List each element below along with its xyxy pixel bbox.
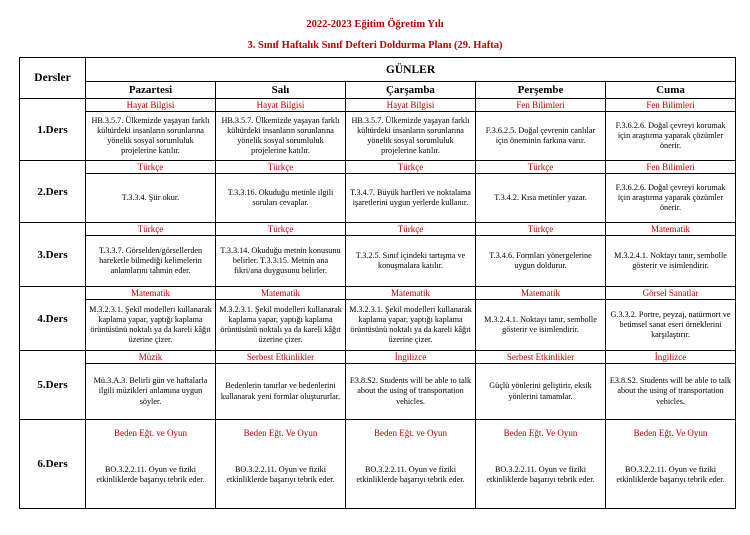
learning-outcome: M.3.2.4.1. Noktayı tanır, sembolle gösterir ve isimlendirir.	[614, 250, 727, 270]
lesson-label: 5.Ders	[20, 351, 86, 420]
learning-outcome: F.3.6.2.6. Doğal çevreyi korumak için araştırma yaparak çözümler önerir.	[615, 120, 726, 151]
lesson-cell	[86, 99, 216, 161]
learning-outcome: HB.3.5.7. Ülkemizde yaşayan farklı kültürdeki insanların sorunlarına yönelik sosyal sorumluluk projelerine katılır.	[221, 115, 340, 156]
lesson-label: 3.Ders	[20, 223, 86, 287]
learning-outcome: Mü.3.A.3. Belirli gün ve haftalarla ilgili müzikleri anlamına uygun söyler.	[93, 376, 208, 406]
lesson-cell	[476, 99, 606, 161]
learning-outcome: T.3.3.14. Okuduğu metnin konusunu belirler. T.3.3.15. Metnin ana fikri/ana duygusunu belirler.	[220, 245, 341, 276]
lesson-label: 6.Ders	[20, 420, 86, 509]
lesson-cell	[346, 223, 476, 287]
subject-name: Serbest Etkinlikler	[216, 351, 345, 364]
learning-outcome: Güçlü yönlerini geliştirir, eksik yönlerini tamamlar.	[489, 381, 592, 401]
lesson-cell	[216, 420, 346, 509]
subject-name: Matematik	[476, 287, 605, 300]
lesson-row	[20, 223, 736, 287]
weekly-plan-table	[19, 57, 736, 509]
subject-name: Türkçe	[346, 223, 475, 236]
lesson-row	[20, 287, 736, 351]
learning-outcome: HB.3.5.7. Ülkemizde yaşayan farklı kültürdeki insanların sorunlarına yönelik sosyal sorumluluk projelerine katılır.	[91, 115, 210, 156]
lesson-cell	[216, 223, 346, 287]
lesson-label: 4.Ders	[20, 287, 86, 351]
subject-name: Türkçe	[346, 161, 475, 174]
learning-outcome: HB.3.5.7. Ülkemizde yaşayan farklı kültürdeki insanların sorunlarına yönelik sosyal sorumluluk projelerine katılır.	[351, 115, 470, 156]
subject-name: Beden Eğt. ve Oyun	[114, 428, 187, 438]
subject-name: Türkçe	[476, 161, 605, 174]
lesson-cell	[346, 287, 476, 351]
lesson-row	[20, 161, 736, 223]
subject-name: Serbest Etkinlikler	[476, 351, 605, 364]
subject-name: Fen Bilimleri	[476, 99, 605, 112]
subject-name: Matematik	[216, 287, 345, 300]
subject-name: Fen Bilimleri	[606, 99, 735, 112]
document-subtitle: 3. Sınıf Haftalık Sınıf Defteri Doldurma Planı (29. Hafta)	[247, 40, 503, 51]
learning-outcome: M.3.2.3.1. Şekil modelleri kullanarak kaplama yapar, yaptığı kaplama örüntüsünü noktalı ya da kareli kâğıt üzerine çizer.	[219, 304, 342, 345]
lesson-row	[20, 351, 736, 420]
subject-name: Türkçe	[86, 161, 215, 174]
subject-name: Matematik	[86, 287, 215, 300]
learning-outcome: T.3.4.2. Kısa metinler yazar.	[494, 192, 587, 202]
learning-outcome: Bedenlerin tanırlar ve bedenlerini kullanarak yeni formlar oluştururlar.	[220, 381, 341, 401]
learning-outcome: T.3.2.5. Sınıf içindeki tartışma ve konuşmalara katılır.	[355, 250, 466, 270]
learning-outcome: T.3.3.16. Okuduğu metinle ilgili soruları cevaplar.	[227, 187, 334, 207]
lesson-cell	[606, 420, 736, 509]
lesson-cell	[606, 351, 736, 420]
subject-name: Fen Bilimleri	[606, 161, 735, 174]
subject-name: Türkçe	[476, 223, 605, 236]
document-title: 2022-2023 Eğitim Öğretim Yılı	[306, 19, 444, 30]
day-header: Çarşamba	[346, 82, 476, 99]
subject-name: Türkçe	[216, 223, 345, 236]
subject-name: Matematik	[606, 223, 735, 236]
day-header: Salı	[216, 82, 346, 99]
lesson-cell	[216, 287, 346, 351]
learning-outcome: T.3.3.7. Görselden/görsellerden hareketle bilmediği kelimelerin anlamlarını tahmin eder.	[98, 245, 203, 276]
subject-name: Hayat Bilgisi	[346, 99, 475, 112]
learning-outcome: BO.3.2.2.11. Oyun ve fiziki etkinliklerde başarıyı tebrik eder.	[356, 464, 465, 484]
lesson-cell	[216, 161, 346, 223]
lesson-cell	[476, 351, 606, 420]
lesson-label: 2.Ders	[20, 161, 86, 223]
learning-outcome: BO.3.2.2.11. Oyun ve fiziki etkinliklerde başarıyı tebrik eder.	[226, 464, 335, 484]
header-dersler: Dersler	[20, 58, 86, 99]
lesson-cell	[346, 420, 476, 509]
subject-name: Hayat Bilgisi	[86, 99, 215, 112]
subject-name: İngilizce	[606, 351, 735, 364]
learning-outcome: E3.8.S2. Students will be able to talk about the using of transportation vehicles.	[349, 376, 472, 406]
lesson-cell	[606, 99, 736, 161]
subject-name: Türkçe	[86, 223, 215, 236]
lesson-row	[20, 420, 736, 509]
subject-name: Türkçe	[216, 161, 345, 174]
lesson-cell	[476, 223, 606, 287]
learning-outcome: BO.3.2.2.11. Oyun ve fiziki etkinliklerde başarıyı tebrik eder.	[486, 464, 595, 484]
learning-outcome: G.3.3.2. Portre, peyzaj, natürmort ve betimsel sanat eseri örneklerini karşılaştırır.	[610, 309, 731, 340]
lesson-cell	[86, 420, 216, 509]
lesson-cell	[86, 351, 216, 420]
lesson-cell	[346, 99, 476, 161]
learning-outcome: T.3.4.7. Büyük harfleri ve noktalama işaretlerini uygun yerlerde kullanır.	[350, 187, 471, 207]
day-header: Perşembe	[476, 82, 606, 99]
subject-name: Beden Eğt. Ve Oyun	[243, 428, 318, 438]
lesson-cell	[606, 223, 736, 287]
learning-outcome: M.3.2.4.1. Noktayı tanır, sembolle gösterir ve isimlendirir.	[484, 314, 597, 334]
day-header: Cuma	[606, 82, 736, 99]
subject-name: Beden Eğt. Ve Oyun	[503, 428, 578, 438]
lesson-cell	[216, 99, 346, 161]
lesson-cell	[346, 161, 476, 223]
day-header: Pazartesi	[86, 82, 216, 99]
lesson-cell	[476, 161, 606, 223]
subject-name: İngilizce	[346, 351, 475, 364]
subject-name: Görsel Sanatlar	[606, 287, 735, 300]
subject-name: Müzik	[86, 351, 215, 364]
subject-name: Beden Eğt. Ve Oyun	[633, 428, 708, 438]
learning-outcome: E3.8.S2. Students will be able to talk about the using of transportation vehicles.	[609, 376, 732, 406]
lesson-cell	[86, 161, 216, 223]
learning-outcome: F.3.6.2.6. Doğal çevreyi korumak için araştırma yaparak çözümler önerir.	[615, 182, 726, 213]
lesson-label: 1.Ders	[20, 99, 86, 161]
learning-outcome: BO.3.2.2.11. Oyun ve fiziki etkinliklerde başarıyı tebrik eder.	[616, 464, 725, 484]
lesson-cell	[606, 161, 736, 223]
learning-outcome: T.3.4.6. Formları yönergelerine uygun doldurur.	[489, 250, 592, 270]
learning-outcome: M.3.2.3.1. Şekil modelleri kullanarak kaplama yapar, yaptığı kaplama örüntüsünü noktalı ya da kareli kâğıt üzerine çizer.	[89, 304, 212, 345]
lesson-cell	[216, 351, 346, 420]
lesson-cell	[476, 420, 606, 509]
lesson-row	[20, 99, 736, 161]
lesson-cell	[346, 351, 476, 420]
subject-name: Matematik	[346, 287, 475, 300]
lesson-cell	[86, 223, 216, 287]
subject-name: Beden Eğt. ve Oyun	[374, 428, 447, 438]
header-gunler: GÜNLER	[86, 58, 736, 82]
lesson-cell	[476, 287, 606, 351]
subject-name: Hayat Bilgisi	[216, 99, 345, 112]
lesson-cell	[606, 287, 736, 351]
learning-outcome: F.3.6.2.5. Doğal çevrenin canlılar için öneminin farkına varır.	[485, 125, 596, 145]
lesson-cell	[86, 287, 216, 351]
learning-outcome: M.3.2.3.1. Şekil modelleri kullanarak kaplama yapar, yaptığı kaplama örüntüsünü noktalı ya da kareli kâğıt üzerine çizer.	[349, 304, 472, 345]
learning-outcome: BO.3.2.2.11. Oyun ve fiziki etkinliklerde başarıyı tebrik eder.	[96, 464, 205, 484]
learning-outcome: T.3.3.4. Şiir okur.	[121, 192, 180, 202]
